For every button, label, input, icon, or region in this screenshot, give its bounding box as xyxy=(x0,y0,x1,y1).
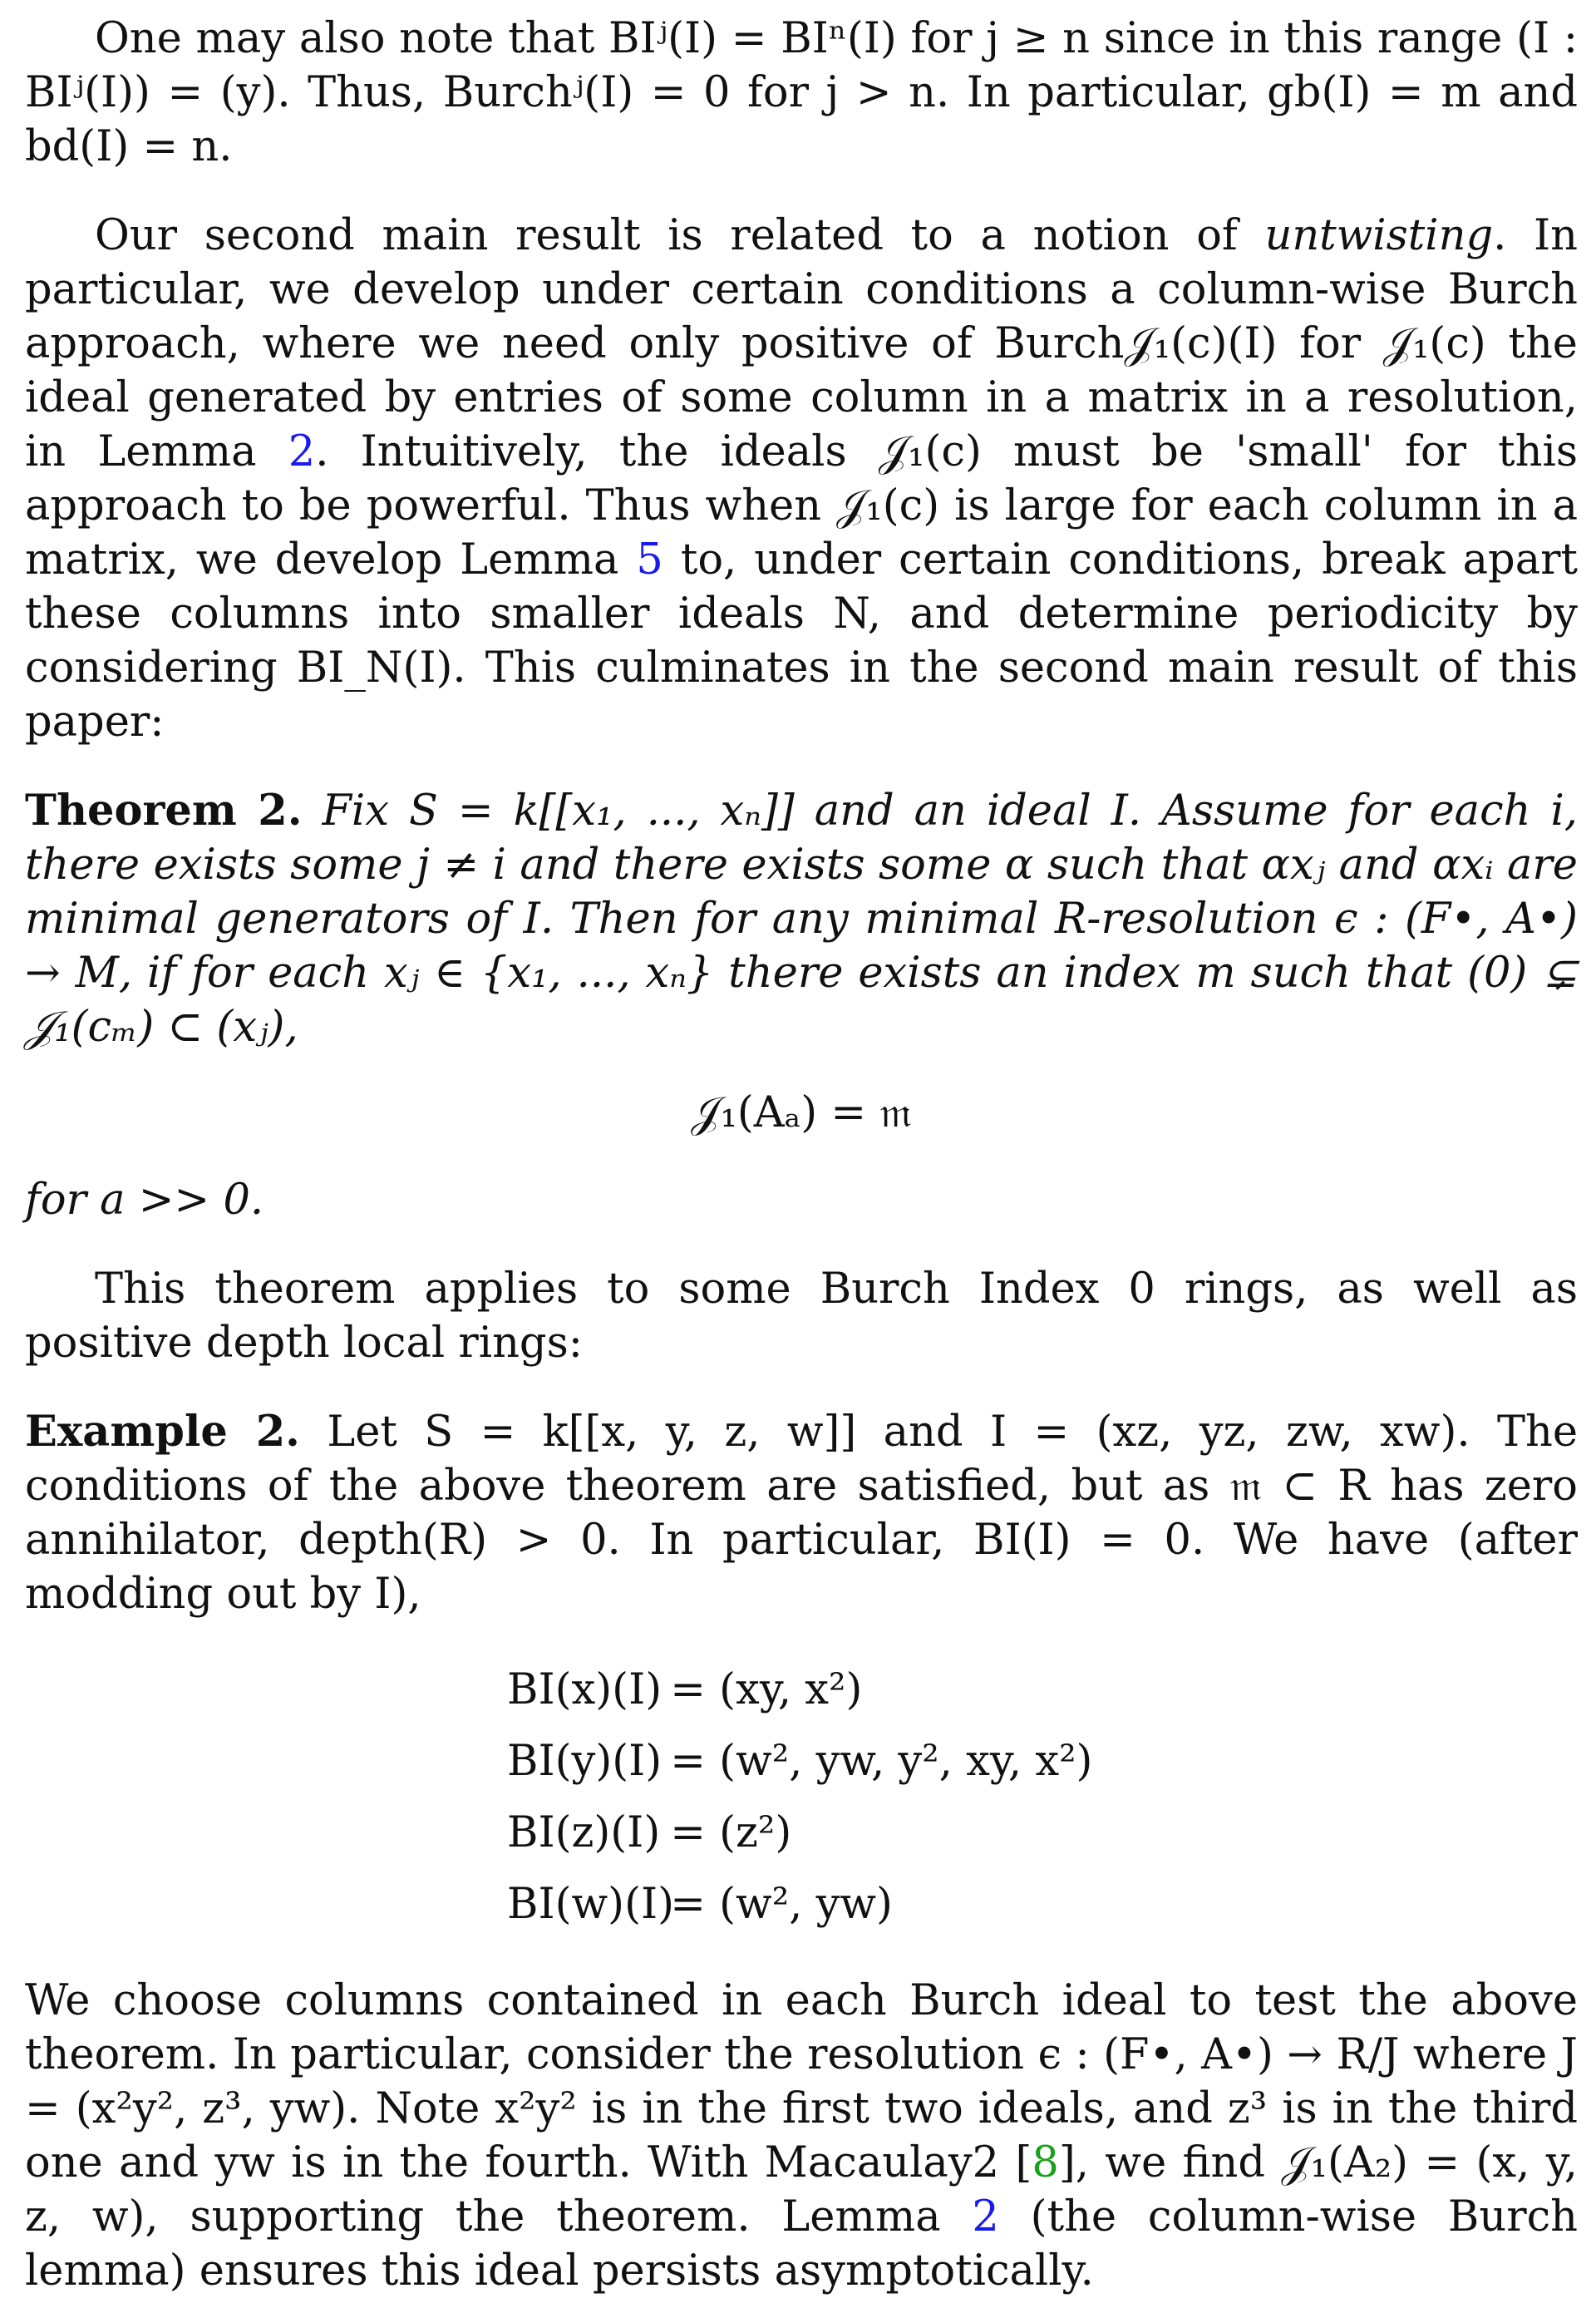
paragraph-applies: This theorem applies to some Burch Index 0 rings, as well as positive depth local rings: xyxy=(25,1265,1578,1368)
text-run: ], we find 𝒥₁(A₂) = (x, y, z, w), supporting the theorem. Lemma xyxy=(25,2138,1579,2241)
equation-rhs: = (z²) xyxy=(670,1808,792,1857)
text-run: to, under certain conditions, break apart these columns into smaller ideals N, and determine periodicity by considering BI_N(I). This culminates in the second main result of this paper: xyxy=(25,535,1578,747)
equation-row xyxy=(507,1726,1578,1797)
lemma-5-link[interactable]: 5 xyxy=(636,535,663,584)
equation-lhs: BI(x)(I) xyxy=(507,1665,663,1714)
text-run: (the column-wise Burch lemma) ensures this ideal persists asymptotically. xyxy=(25,2192,1578,2296)
equation-rhs: = (xy, x²) xyxy=(670,1665,863,1714)
equation-lhs: BI(y)(I) xyxy=(507,1737,663,1786)
equation-lhs: BI(z)(I) xyxy=(507,1808,661,1857)
equation-row xyxy=(507,1869,1578,1940)
example-2 xyxy=(25,1405,1578,1621)
citation-8-link[interactable]: 8 xyxy=(1032,2138,1059,2187)
lemma-2-link[interactable]: 2 xyxy=(972,2192,999,2241)
theorem-statement: Fix S = k[[x₁, ..., xₙ]] and an ideal I. Assume for each i, there exists some j ≠ i and there exists some α such that αxⱼ and αxᵢ are minimal generators of I. Then for any minimal R-resolution ϵ : (F•, A•) → M, if for each xⱼ ∈ {x₁, ..., xₙ} there exists an index m such that (0) ⊊ 𝒥₁(cₘ) ⊂ (xⱼ), xyxy=(25,787,1578,1052)
emphasis-untwisting: untwisting xyxy=(1264,211,1494,260)
theorem-tail: for a >> 0. xyxy=(25,1176,264,1225)
paper-page xyxy=(25,12,1578,2298)
equation-rhs: = (w², yw) xyxy=(670,1880,893,1929)
example-label: Example 2. xyxy=(25,1407,300,1457)
text-run: Our second main result is related to a notion of xyxy=(95,211,1265,260)
equation-row xyxy=(507,1797,1578,1869)
text-run: . In particular, we develop under certain conditions a column-wise Burch approach, where we need only positive of Burch𝒥₁(c)(I) for 𝒥₁(c) the ideal generated by entries of some column in a matrix in a resolution, in Lemma xyxy=(25,211,1578,476)
text-run: . Intuitively, the ideals 𝒥₁(c) must be 'small' for this approach to be powerful. Thus when 𝒥₁(c) is large for each column in a matrix, we develop Lemma xyxy=(25,427,1578,584)
equation-array xyxy=(507,1654,1578,1940)
lemma-2-link[interactable]: 2 xyxy=(288,427,316,476)
equation-lhs: BI(w)(I) xyxy=(507,1880,675,1929)
equation-row xyxy=(507,1654,1578,1726)
theorem-label: Theorem 2. xyxy=(25,786,303,836)
theorem-2 xyxy=(25,784,1578,1054)
theorem-display-equation: 𝒥₁(Aₐ) = 𝔪 xyxy=(691,1088,912,1137)
paragraph-untwisting xyxy=(25,209,1578,749)
example-statement: Let S = k[[x, y, z, w]] and I = (xz, yz, zw, xw). The conditions of the above theorem are satisfied, but as 𝔪 ⊂ R has zero annihilator, depth(R) > 0. In particular, BI(I) = 0. We have (after modding out by I), xyxy=(25,1408,1578,1619)
paragraph-conclusion xyxy=(25,1974,1578,2298)
paragraph-intro: One may also note that BIʲ(I) = BIⁿ(I) for j ≥ n since in this range (I : BIʲ(I)) = (y). Thus, Burchʲ(I) = 0 for j > n. In particular, gb(I) = m and bd(I) = n. xyxy=(25,14,1578,171)
equation-rhs: = (w², yw, y², xy, x²) xyxy=(670,1737,1093,1786)
text-run: We choose columns contained in each Burch ideal to test the above theorem. In particular, consider the resolution ϵ : (F•, A•) → R/J where J = (x²y², z³, yw). Note x²y² is in the first two ideals, and z³ is in the third one and yw is in the fourth. With Macaulay2 [ xyxy=(25,1976,1578,2187)
